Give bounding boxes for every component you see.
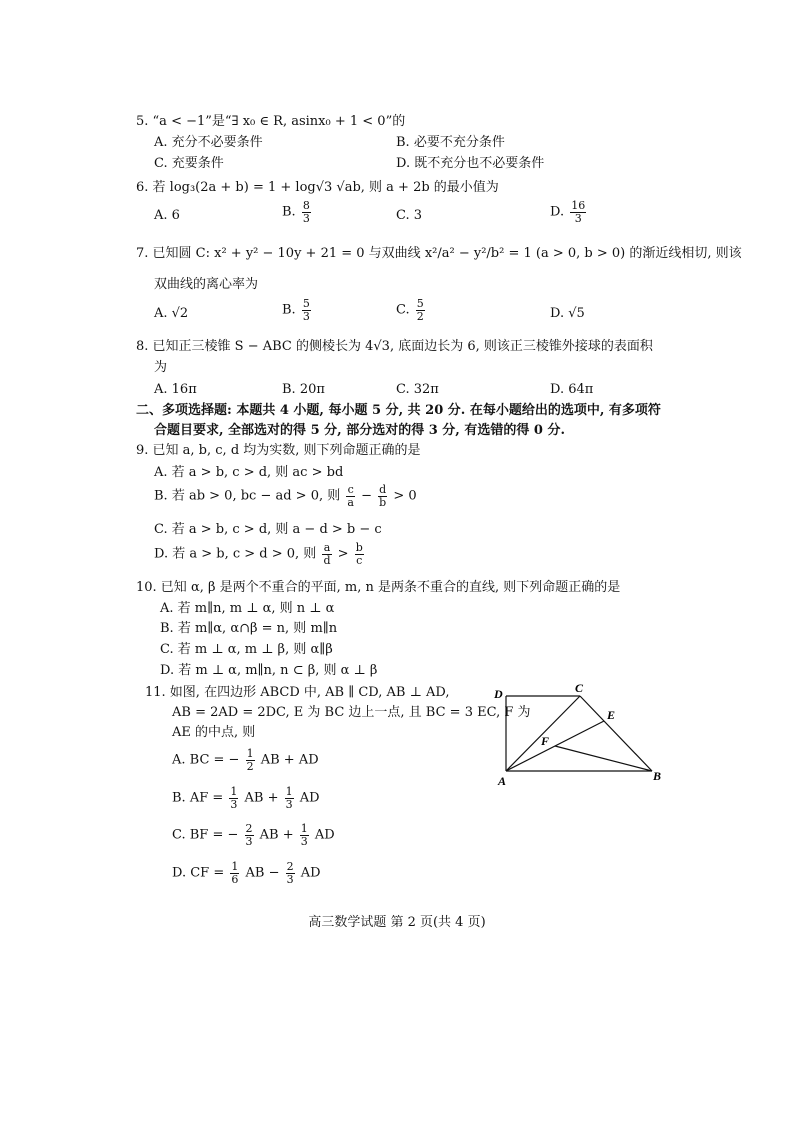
denominator: a: [347, 495, 354, 509]
q8-stem-line-1: 8. 已知正三棱锥 S − ABC 的侧棱长为 4√3, 底面边长为 6, 则该正三棱锥外接球的表面积: [136, 339, 653, 354]
q6-option-b-label: B.: [282, 204, 296, 220]
q11-option-d-middle: AB −: [245, 865, 280, 881]
denominator: 3: [245, 834, 253, 848]
q7-stem-line-2: 双曲线的离心率为: [154, 277, 259, 292]
label-d: D: [494, 687, 503, 701]
q9-option-b-fraction-2: [378, 484, 387, 508]
numerator: 1: [231, 860, 239, 873]
label-c: C: [575, 681, 584, 695]
q6-option-a: A. 6: [154, 208, 180, 223]
q6-option-d-fraction: [570, 200, 586, 224]
q5-option-d: D. 既不充分也不必要条件: [396, 156, 545, 171]
q9-option-b: [154, 484, 417, 508]
q11-option-b: [172, 786, 320, 810]
q6-option-d: [550, 200, 588, 224]
denominator: 3: [285, 797, 293, 811]
denominator: b: [379, 495, 387, 509]
q5-option-c: C. 充要条件: [154, 156, 224, 171]
segment-bc: [580, 696, 652, 771]
q11-option-b-tail: AD: [299, 790, 320, 806]
q9-stem: 9. 已知 a, b, c, d 均为实数, 则下列命题正确的是: [136, 443, 421, 458]
q9-option-b-fraction-1: [346, 484, 355, 508]
q9-option-b-operator: −: [361, 488, 372, 504]
q11-option-d: [172, 861, 321, 885]
q11-option-c: [172, 823, 335, 847]
q10-option-a: A. 若 m∥n, m ⊥ α, 则 n ⊥ α: [160, 601, 335, 616]
q11-option-a-fraction: [246, 748, 255, 772]
q8-option-b: B. 20π: [282, 382, 325, 397]
q10-option-c: C. 若 m ⊥ α, m ⊥ β, 则 α∥β: [160, 642, 333, 657]
q11-option-d-tail: AD: [300, 865, 321, 881]
numerator: b: [355, 541, 363, 554]
q6-option-d-label: D.: [550, 204, 565, 220]
q7-option-b-fraction: [302, 298, 311, 322]
q11-option-b-fraction-1: [229, 786, 238, 810]
q9-option-d-fraction-1: [322, 542, 331, 566]
q6-stem: 6. 若 log₃(2a + b) = 1 + log√3 √ab, 则 a + 2b 的最小值为: [136, 180, 499, 195]
denominator: 6: [231, 872, 239, 886]
section-2-heading-line-2: 合题目要求, 全部选对的得 5 分, 部分选对的得 3 分, 有选错的得 0 分.: [154, 423, 565, 438]
q11-option-b-fraction-2: [285, 786, 294, 810]
denominator: 3: [230, 797, 238, 811]
q11-option-c-fraction-2: [300, 823, 309, 847]
q6-option-c: C. 3: [396, 208, 423, 223]
q9-option-b-text: B. 若 ab > 0, bc − ad > 0, 则: [154, 488, 341, 504]
denominator: 3: [302, 309, 310, 323]
numerator: 8: [302, 199, 310, 212]
q11-option-d-fraction-1: [230, 861, 239, 885]
denominator: 3: [300, 834, 308, 848]
q9-option-d: [154, 542, 366, 566]
label-f: F: [541, 734, 550, 748]
numerator: 5: [416, 297, 424, 310]
numerator: 5: [302, 297, 310, 310]
q7-option-d: D. √5: [550, 306, 585, 321]
q7-stem-line-1: 7. 已知圆 C: x² + y² − 10y + 21 = 0 与双曲线 x²/a² − y²/b² = 1 (a > 0, b > 0) 的渐近线相切, 则该: [136, 246, 742, 261]
label-a: A: [498, 774, 507, 788]
label-b: B: [653, 769, 662, 783]
q11-stem-line-2: AB = 2AD = 2DC, E 为 BC 边上一点, 且 BC = 3 EC, F 为: [172, 705, 531, 720]
q11-option-c-text: C. BF = −: [172, 827, 239, 843]
q10-stem: 10. 已知 α, β 是两个不重合的平面, m, n 是两条不重合的直线, 则下列命题正确的是: [136, 580, 621, 595]
q11-option-a-tail: AB + AD: [260, 752, 319, 768]
q9-option-d-fraction-2: [355, 542, 364, 566]
q7-option-b: [282, 298, 313, 322]
q9-option-c: C. 若 a > b, c > d, 则 a − d > b − c: [154, 522, 382, 537]
numerator: d: [379, 483, 387, 496]
numerator: 1: [230, 785, 238, 798]
q11-option-b-middle: AB +: [244, 790, 279, 806]
q5-stem: 5. “a < −1”是“∃ x₀ ∈ R, asinx₀ + 1 < 0”的: [136, 114, 406, 129]
q11-option-d-fraction-2: [286, 861, 295, 885]
q11-option-b-text: B. AF =: [172, 790, 224, 806]
q9-option-a: A. 若 a > b, c > d, 则 ac > bd: [154, 465, 344, 480]
page-footer: 高三数学试题 第 2 页(共 4 页): [308, 915, 486, 930]
segment-fb: [555, 746, 652, 771]
numerator: 2: [245, 822, 253, 835]
numerator: c: [347, 483, 354, 496]
denominator: 3: [574, 211, 582, 225]
q11-stem-line-3: AE 的中点, 则: [172, 725, 256, 740]
q11-option-c-fraction-1: [245, 823, 254, 847]
q7-option-a: A. √2: [154, 306, 189, 321]
numerator: 1: [285, 785, 293, 798]
q11-option-a: [172, 748, 319, 772]
q10-option-b: B. 若 m∥α, α∩β = n, 则 m∥n: [160, 621, 338, 636]
q8-option-a: A. 16π: [154, 382, 197, 397]
q9-option-b-tail: > 0: [393, 488, 417, 504]
denominator: 2: [246, 759, 254, 773]
q7-option-c-fraction: [416, 298, 425, 322]
denominator: d: [323, 553, 331, 567]
denominator: 3: [302, 211, 310, 225]
q5-option-b: B. 必要不充分条件: [396, 135, 505, 150]
numerator: 16: [571, 199, 586, 212]
section-2-heading-line-1: 二、多项选择题: 本题共 4 小题, 每小题 5 分, 共 20 分. 在每小题给出的选项中, 有多项符: [136, 403, 661, 418]
q7-option-c-label: C.: [396, 302, 410, 318]
q9-option-d-text: D. 若 a > b, c > d > 0, 则: [154, 546, 317, 562]
numerator: 1: [300, 822, 308, 835]
q5-option-a: A. 充分不必要条件: [154, 135, 263, 150]
numerator: 1: [246, 747, 254, 760]
q11-stem-line-1: 11. 如图, 在四边形 ABCD 中, AB ∥ CD, AB ⊥ AD,: [145, 685, 450, 700]
q7-option-c: [396, 298, 427, 322]
q6-option-b-fraction: [302, 200, 311, 224]
q8-stem-line-2: 为: [154, 360, 168, 375]
q8-option-c: C. 32π: [396, 382, 439, 397]
denominator: 3: [286, 872, 294, 886]
q11-option-a-text: A. BC = −: [172, 752, 240, 768]
q11-option-c-tail: AD: [314, 827, 335, 843]
numerator: a: [323, 541, 331, 554]
q8-option-d: D. 64π: [550, 382, 594, 397]
numerator: 2: [286, 860, 294, 873]
q11-option-d-text: D. CF =: [172, 865, 225, 881]
q7-option-b-label: B.: [282, 302, 296, 318]
q6-option-b: [282, 200, 313, 224]
denominator: c: [356, 553, 363, 567]
quadrilateral-figure: [490, 680, 680, 790]
denominator: 2: [416, 309, 424, 323]
q10-option-d: D. 若 m ⊥ α, m∥n, n ⊂ β, 则 α ⊥ β: [160, 663, 378, 678]
q9-option-d-operator: >: [337, 546, 349, 562]
label-e: E: [607, 708, 616, 722]
q11-option-c-middle: AB +: [259, 827, 294, 843]
